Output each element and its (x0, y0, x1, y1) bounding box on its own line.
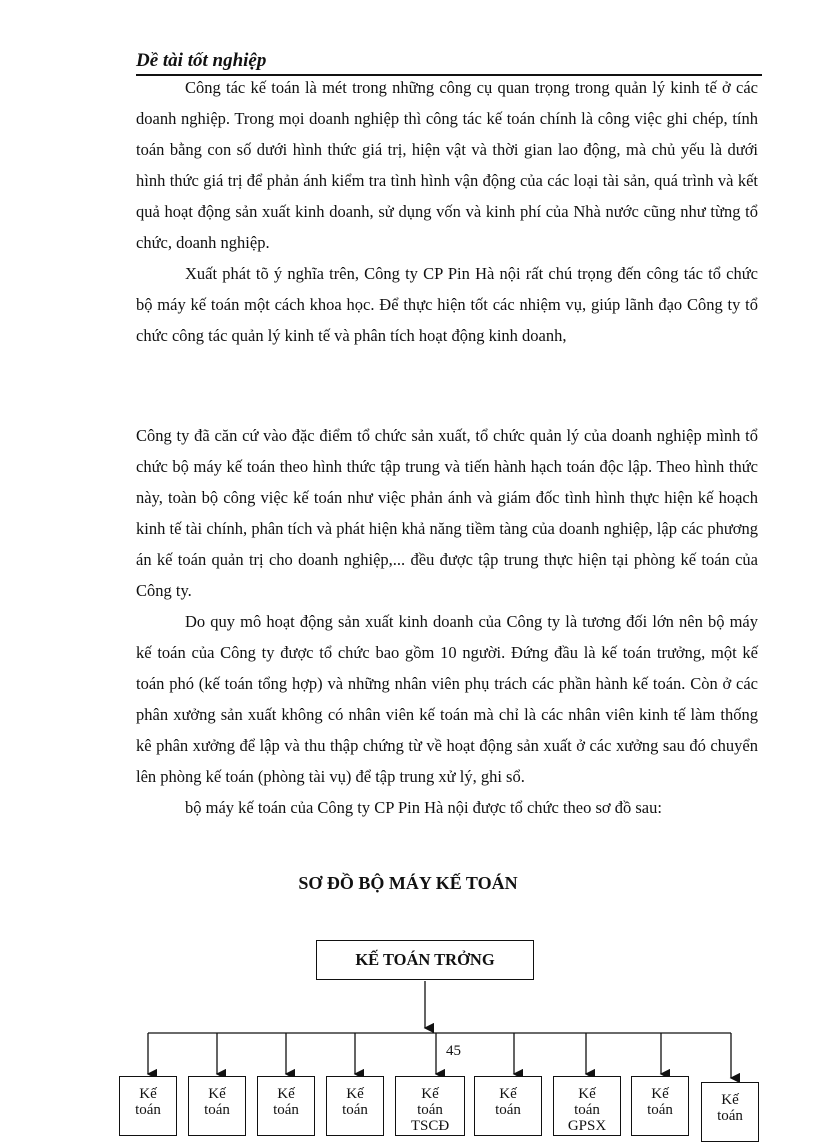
box-line-1: Kế (277, 1086, 295, 1102)
box-line-3: TSCĐ (410, 1118, 450, 1134)
box-line-1: Kế (721, 1092, 739, 1108)
box-line-1: Kế (421, 1086, 439, 1102)
box-line-1: Kế (499, 1086, 517, 1102)
accountant-box-1 (119, 1076, 177, 1136)
box-line-2: toán (574, 1102, 600, 1118)
box-line-1: Kế (139, 1086, 157, 1102)
accountant-box-3 (257, 1076, 315, 1136)
box-line-2: toán (342, 1102, 368, 1118)
box-line-1: Kế (578, 1086, 596, 1102)
box-line-2: toán (135, 1102, 161, 1118)
diagram-title: SƠ ĐỒ BỘ MÁY KẾ TOÁN (298, 873, 518, 893)
box-line-2: toán (417, 1102, 443, 1118)
box-line-1: Kế (208, 1086, 226, 1102)
box-line-1: Kế (346, 1086, 364, 1102)
paragraph-2: Xuất phát tõ ý nghĩa trên, Công ty CP Pin Hà nội rất chú trọng đến công tác tổ chức bộ máy kế toán một cách khoa học. Để thực hiện tốt các nhiệm vụ, giúp lãnh đạo Công ty tổ chức công tác quản lý kinh tế và phân tích hoạt động kinh doanh, (136, 264, 758, 345)
accountant-box-4 (326, 1076, 384, 1136)
box-line-2: toán (204, 1102, 230, 1118)
accountant-box-8 (631, 1076, 689, 1136)
box-line-2: toán (273, 1102, 299, 1118)
accountant-box-9 (701, 1082, 759, 1142)
paragraph-4: Do quy mô hoạt động sản xuất kinh doanh của Công ty là tương đối lớn nên bộ máy kế toán của Công ty được tổ chức bao gồm 10 người. Đứng đầu là kế toán trưởng, một kế toán phó (kế toán tổng hợp) và những nhân viên phụ trách các phần hành kế toán. Còn ở các phân xưởng sản xuất không có nhân viên kế toán mà chỉ là các nhân viên kinh tế làm thống kê phân xưởng để lập và thu thập chứng từ về hoạt động sản xuất ở các xưởng sau đó chuyển lên phòng kế toán (phòng tài vụ) để tập trung xử lý, ghi sổ. (136, 612, 758, 786)
accountant-box-6 (474, 1076, 542, 1136)
chief-accountant-box: KẾ TOÁN TRỞNG (316, 940, 534, 980)
accountant-box-7 (553, 1076, 621, 1136)
box-line-3: GPSX (567, 1118, 607, 1134)
page-number: 45 (446, 1043, 461, 1059)
accountant-box-2 (188, 1076, 246, 1136)
box-line-2: toán (717, 1108, 743, 1124)
paragraph-3: Công ty đã căn cứ vào đặc điểm tổ chức sản xuất, tổ chức quản lý của doanh nghiệp mình tổ chức bộ máy kế toán theo hình thức tập trung và tiến hành hạch toán độc lập. Theo hình thức này, toàn bộ công việc kế toán như việc phản ánh và giám đốc tình hình thực hiện kế hoạch kinh tế tài chính, phân tích và phát hiện khả năng tiềm tàng của doanh nghiệp, lập các phương án kế toán quản trị cho doanh nghiệp,... đều được tập trung thực hiện tại phòng kế toán của Công ty. (136, 426, 758, 600)
box-line-2: toán (647, 1102, 673, 1118)
thesis-header-title: Dề tài tốt nghiệp (136, 50, 267, 71)
box-line-1: Kế (651, 1086, 669, 1102)
box-line-2: toán (495, 1102, 521, 1118)
paragraph-5: bộ máy kế toán của Công ty CP Pin Hà nội được tổ chức theo sơ đồ sau: (185, 798, 662, 817)
accountant-box-5 (395, 1076, 465, 1136)
paragraph-1: Công tác kế toán là mét trong những công cụ quan trọng trong quản lý kinh tế ở các doanh nghiệp. Trong mọi doanh nghiệp thì công tác kế toán chính là công việc ghi chép, tính toán bằng con số dưới hình thức giá trị, hiện vật và thời gian lao động, mà chủ yếu là dưới hình thức giá trị để phản ánh kiểm tra tình hình vận động của các loại tài sản, quá trình và kết quả hoạt động sản xuất kinh doanh, sử dụng vốn và kinh phí của Nhà nước cũng như từng tổ chức, doanh nghiệp. (136, 78, 758, 252)
